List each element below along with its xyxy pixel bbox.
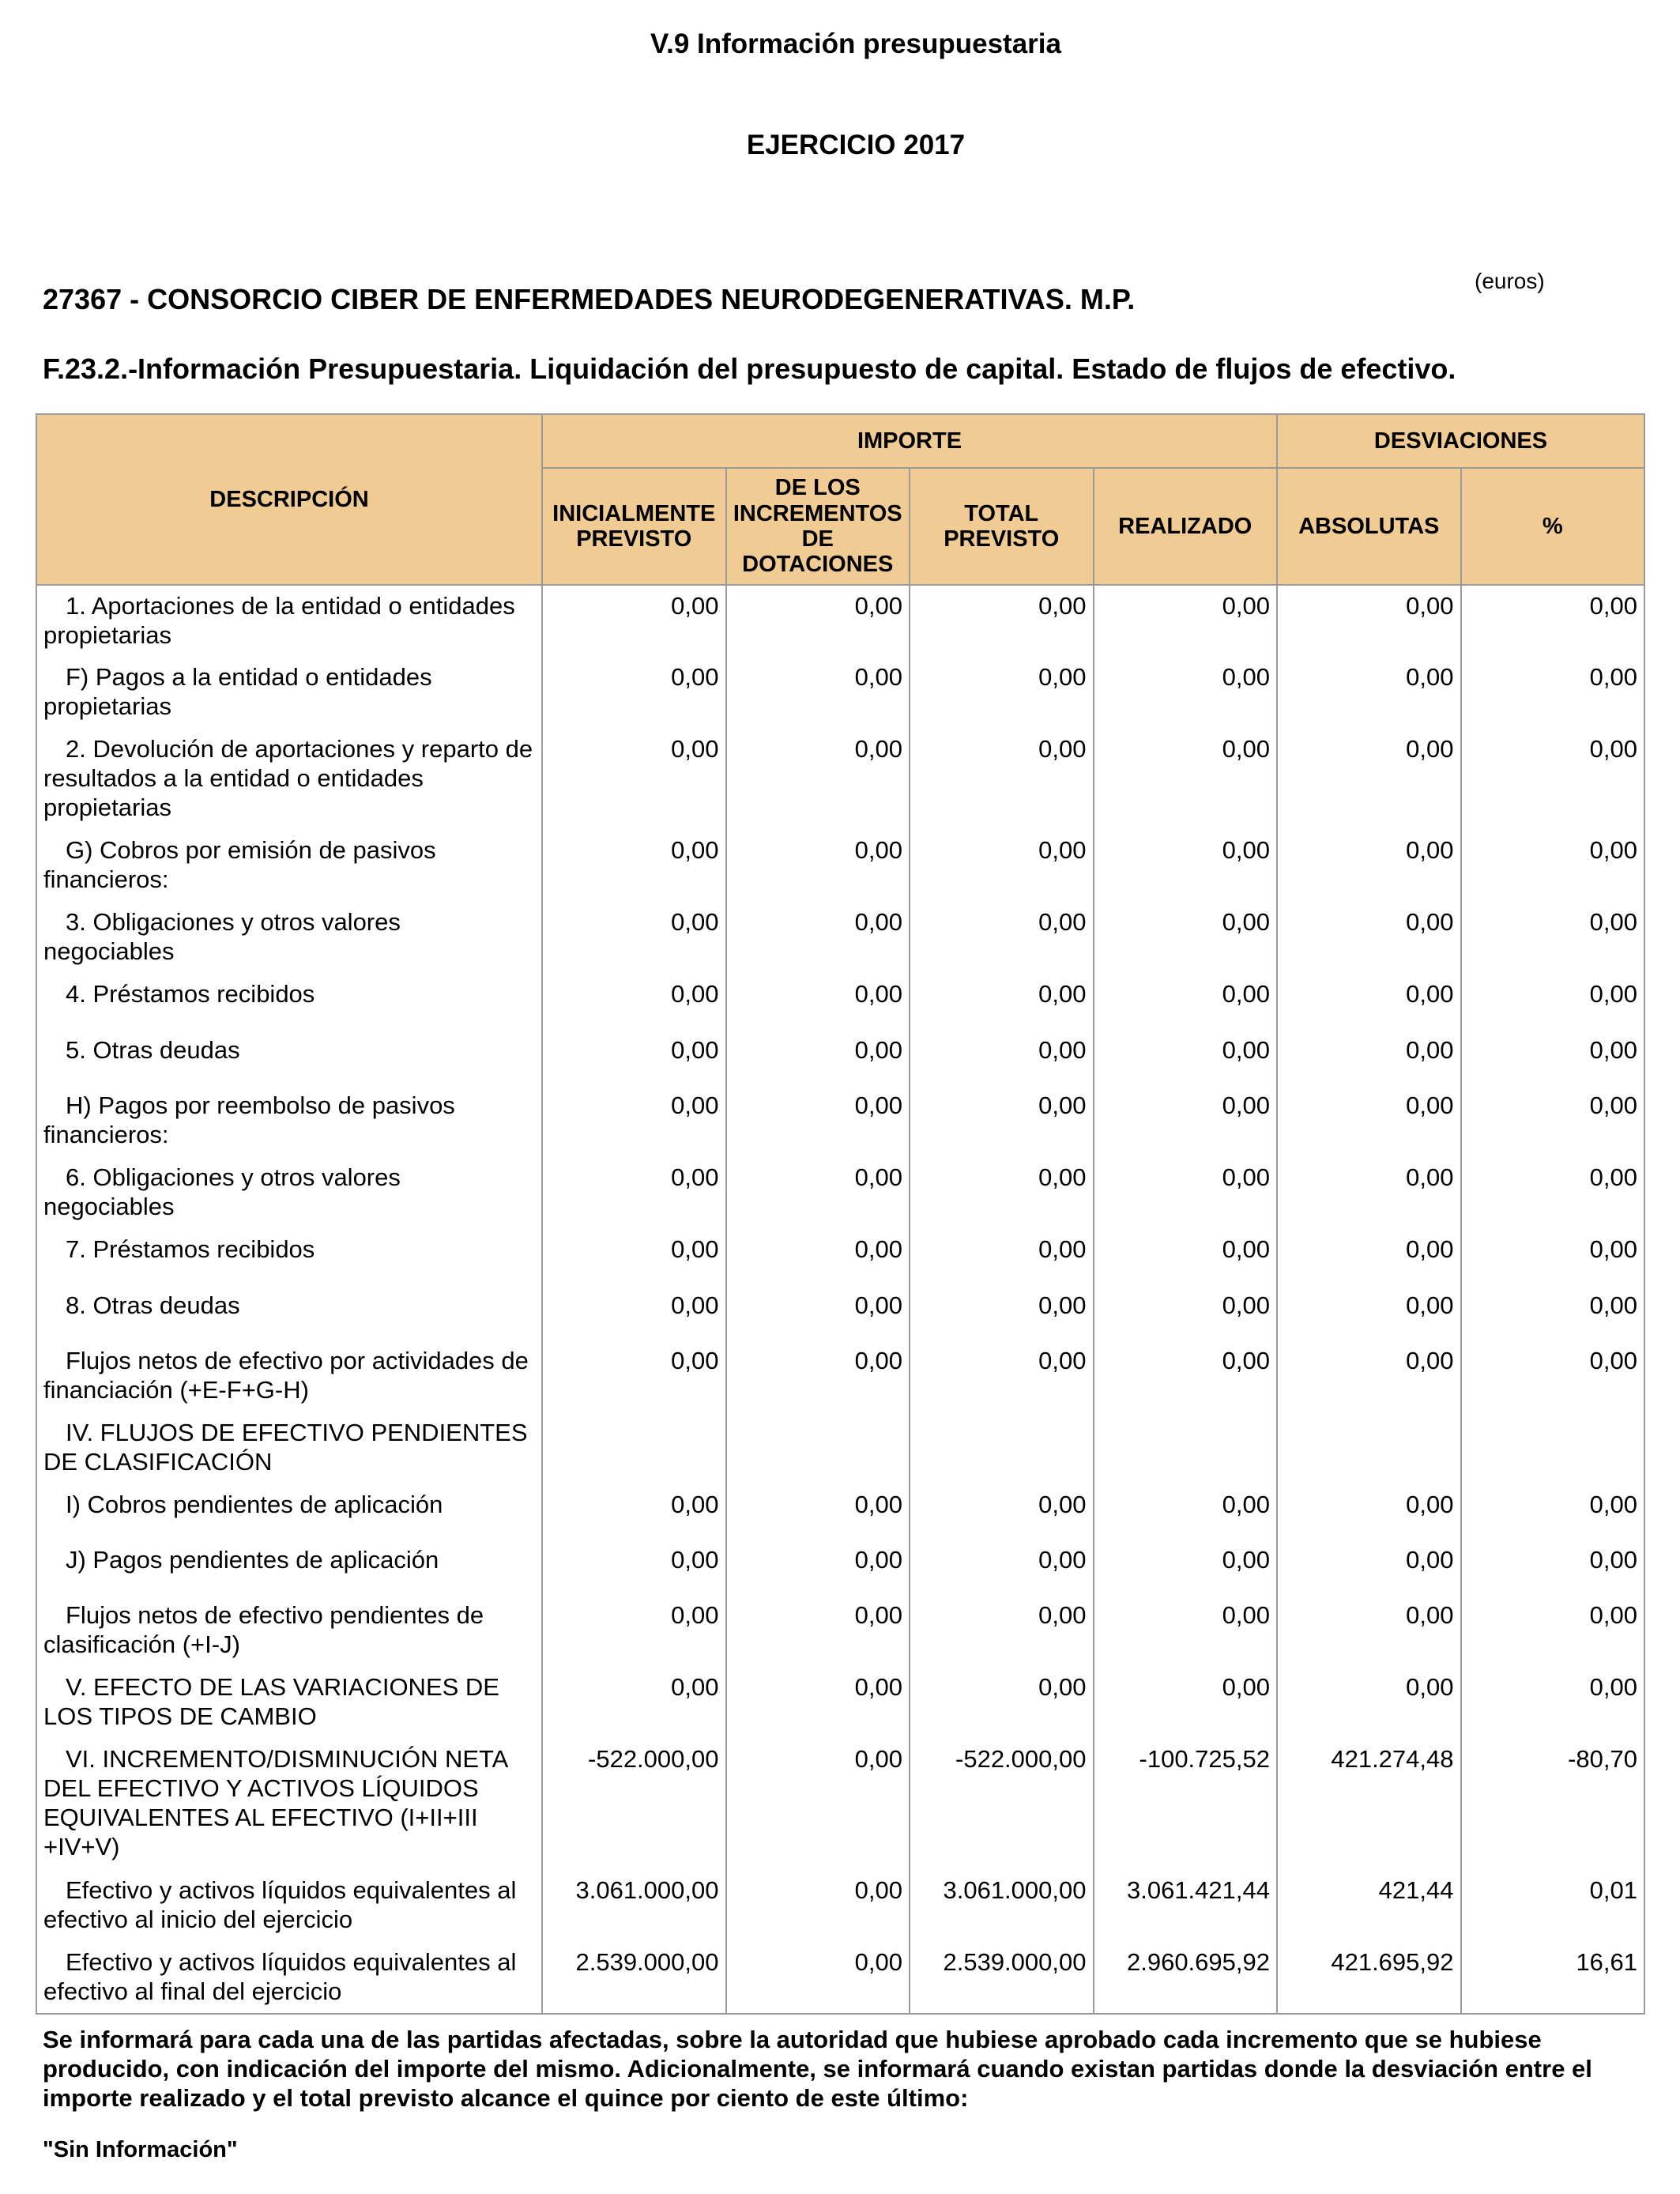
table-row [36, 902, 1644, 974]
cell-porcentaje: 0,00 [1461, 1085, 1645, 1157]
cell-absolutas: 0,00 [1277, 729, 1461, 830]
cell-absolutas: 0,00 [1277, 1157, 1461, 1229]
cell-total-previsto: 0,00 [910, 585, 1094, 657]
cell-porcentaje: 0,00 [1461, 1030, 1645, 1085]
cell-realizado: 0,00 [1094, 1667, 1278, 1739]
cell-total-previsto: 0,00 [910, 902, 1094, 974]
cell-incrementos: 0,00 [726, 1229, 910, 1285]
row-description: 8. Otras deudas [36, 1285, 542, 1340]
cell-total-previsto: 0,00 [910, 1667, 1094, 1739]
row-description: F) Pagos a la entidad o entidades propietarias [36, 657, 542, 729]
cell-inicialmente-previsto [542, 1412, 726, 1484]
cell-incrementos: 0,00 [726, 1285, 910, 1340]
header-importe: IMPORTE [542, 414, 1277, 468]
entity-name: 27367 - CONSORCIO CIBER DE ENFERMEDADES NEURODEGENERATIVAS. M.P. [43, 283, 1136, 315]
table-row [36, 657, 1644, 729]
cell-inicialmente-previsto: 0,00 [542, 1157, 726, 1229]
cell-realizado: 0,00 [1094, 1540, 1278, 1595]
cell-incrementos: 0,00 [726, 1157, 910, 1229]
cell-realizado: 0,00 [1094, 1229, 1278, 1285]
cell-inicialmente-previsto: 0,00 [542, 657, 726, 729]
cell-realizado: 0,00 [1094, 585, 1278, 657]
cell-absolutas: 0,00 [1277, 1667, 1461, 1739]
cell-total-previsto: 0,00 [910, 1157, 1094, 1229]
cell-porcentaje: 0,00 [1461, 1285, 1645, 1340]
cell-porcentaje: 16,61 [1461, 1942, 1645, 2014]
form-title: F.23.2.-Información Presupuestaria. Liquidación del presupuesto de capital. Estado de flujos de efectivo. [43, 352, 1456, 385]
cell-absolutas: 0,00 [1277, 1229, 1461, 1285]
header-inicialmente-previsto: INICIALMENTE PREVISTO [542, 468, 726, 585]
cell-total-previsto: 0,00 [910, 657, 1094, 729]
cell-inicialmente-previsto: 0,00 [542, 974, 726, 1030]
cell-absolutas: 0,00 [1277, 1595, 1461, 1667]
cell-inicialmente-previsto: 2.539.000,00 [542, 1942, 726, 2014]
cell-realizado: 0,00 [1094, 729, 1278, 830]
cell-total-previsto: 0,00 [910, 1085, 1094, 1157]
cell-absolutas: 0,00 [1277, 902, 1461, 974]
cell-total-previsto: -522.000,00 [910, 1739, 1094, 1870]
cell-incrementos: 0,00 [726, 1540, 910, 1595]
row-description: H) Pagos por reembolso de pasivos financieros: [36, 1085, 542, 1157]
cell-total-previsto: 0,00 [910, 1285, 1094, 1340]
cell-inicialmente-previsto: 0,00 [542, 585, 726, 657]
row-description: Efectivo y activos líquidos equivalentes al efectivo al final del ejercicio [36, 1942, 542, 2014]
row-description: I) Cobros pendientes de aplicación [36, 1484, 542, 1540]
table-row [36, 974, 1644, 1030]
exercise-year: EJERCICIO 2017 [746, 130, 966, 160]
cell-inicialmente-previsto: 0,00 [542, 902, 726, 974]
row-description: 6. Obligaciones y otros valores negociables [36, 1157, 542, 1229]
row-description: IV. FLUJOS DE EFECTIVO PENDIENTES DE CLASIFICACIÓN [36, 1412, 542, 1484]
cell-porcentaje: 0,00 [1461, 1340, 1645, 1412]
cell-incrementos [726, 1412, 910, 1484]
cell-incrementos: 0,00 [726, 729, 910, 830]
cell-total-previsto [910, 1412, 1094, 1484]
cell-absolutas: 0,00 [1277, 1085, 1461, 1157]
cell-absolutas: 421.695,92 [1277, 1942, 1461, 2014]
header-desviaciones: DESVIACIONES [1277, 414, 1644, 468]
cell-porcentaje: 0,00 [1461, 974, 1645, 1030]
cell-incrementos: 0,00 [726, 974, 910, 1030]
table-row [36, 1030, 1644, 1085]
cell-realizado: 0,00 [1094, 1085, 1278, 1157]
cell-total-previsto: 0,00 [910, 1340, 1094, 1412]
cell-realizado [1094, 1412, 1278, 1484]
cell-realizado: 0,00 [1094, 902, 1278, 974]
row-description: VI. INCREMENTO/DISMINUCIÓN NETA DEL EFECTIVO Y ACTIVOS LÍQUIDOS EQUIVALENTES AL EFECTIVO (I+II+III +IV+V) [36, 1739, 542, 1870]
cell-incrementos: 0,00 [726, 1739, 910, 1870]
cell-incrementos: 0,00 [726, 1030, 910, 1085]
cell-realizado: 0,00 [1094, 1157, 1278, 1229]
cell-total-previsto: 0,00 [910, 729, 1094, 830]
cell-total-previsto: 0,00 [910, 1030, 1094, 1085]
cell-porcentaje: 0,00 [1461, 585, 1645, 657]
table-row [36, 1229, 1644, 1285]
cell-realizado: 0,00 [1094, 657, 1278, 729]
cell-incrementos: 0,00 [726, 902, 910, 974]
header-incrementos: DE LOS INCREMENTOS DE DOTACIONES [726, 468, 910, 585]
row-description: Flujos netos de efectivo por actividades de financiación (+E-F+G-H) [36, 1340, 542, 1412]
cell-total-previsto: 0,00 [910, 1229, 1094, 1285]
cell-inicialmente-previsto: 0,00 [542, 830, 726, 902]
cell-porcentaje: 0,00 [1461, 1667, 1645, 1739]
row-description: J) Pagos pendientes de aplicación [36, 1540, 542, 1595]
table-body [36, 585, 1644, 2014]
cell-total-previsto: 2.539.000,00 [910, 1942, 1094, 2014]
cell-incrementos: 0,00 [726, 1870, 910, 1942]
cell-porcentaje: 0,00 [1461, 902, 1645, 974]
cell-realizado: 0,00 [1094, 1484, 1278, 1540]
row-description: 2. Devolución de aportaciones y reparto de resultados a la entidad o entidades propietarias [36, 729, 542, 830]
row-description: 1. Aportaciones de la entidad o entidades propietarias [36, 585, 542, 657]
table-row [36, 830, 1644, 902]
row-description: 5. Otras deudas [36, 1030, 542, 1085]
cell-porcentaje [1461, 1412, 1645, 1484]
table-row [36, 1340, 1644, 1412]
cell-absolutas [1277, 1412, 1461, 1484]
cell-inicialmente-previsto: 0,00 [542, 1484, 726, 1540]
footer-note: Se informará para cada una de las partidas afectadas, sobre la autoridad que hubiese aprobado cada incremento que se hubiese producido, con indicación del importe del mismo. Adicionalmente, se informará cuando existan partidas donde la desviación entre el importe realizado y el total previsto alcance el quince por ciento de este último: [43, 2026, 1592, 2112]
cell-absolutas: 0,00 [1277, 657, 1461, 729]
cell-realizado: 0,00 [1094, 1595, 1278, 1667]
table-row [36, 1285, 1644, 1340]
cell-incrementos: 0,00 [726, 657, 910, 729]
cell-porcentaje: 0,00 [1461, 1229, 1645, 1285]
cell-realizado: -100.725,52 [1094, 1739, 1278, 1870]
cell-inicialmente-previsto: 0,00 [542, 1229, 726, 1285]
cell-incrementos: 0,00 [726, 585, 910, 657]
row-description: 7. Préstamos recibidos [36, 1229, 542, 1285]
row-description: G) Cobros por emisión de pasivos financieros: [36, 830, 542, 902]
cell-porcentaje: 0,00 [1461, 1595, 1645, 1667]
cell-incrementos: 0,00 [726, 830, 910, 902]
cell-total-previsto: 0,00 [910, 830, 1094, 902]
cell-porcentaje: 0,00 [1461, 729, 1645, 830]
cell-inicialmente-previsto: 0,00 [542, 1667, 726, 1739]
table-row [36, 585, 1644, 657]
cell-inicialmente-previsto: 0,00 [542, 1340, 726, 1412]
cell-inicialmente-previsto: 0,00 [542, 1030, 726, 1085]
cell-inicialmente-previsto: 0,00 [542, 1595, 726, 1667]
cell-porcentaje: 0,00 [1461, 1157, 1645, 1229]
cell-absolutas: 0,00 [1277, 830, 1461, 902]
cell-incrementos: 0,00 [726, 1085, 910, 1157]
cell-realizado: 0,00 [1094, 1030, 1278, 1085]
cell-realizado: 2.960.695,92 [1094, 1942, 1278, 2014]
cell-porcentaje: 0,00 [1461, 657, 1645, 729]
sin-informacion: "Sin Información" [43, 2137, 238, 2162]
table-row [36, 1085, 1644, 1157]
cell-inicialmente-previsto: 0,00 [542, 1285, 726, 1340]
row-description: V. EFECTO DE LAS VARIACIONES DE LOS TIPOS DE CAMBIO [36, 1667, 542, 1739]
cell-absolutas: 0,00 [1277, 974, 1461, 1030]
row-description: Flujos netos de efectivo pendientes de clasificación (+I-J) [36, 1595, 542, 1667]
cell-incrementos: 0,00 [726, 1942, 910, 2014]
table-row [36, 729, 1644, 830]
cell-absolutas: 0,00 [1277, 1285, 1461, 1340]
row-description: 4. Préstamos recibidos [36, 974, 542, 1030]
cell-absolutas: 0,00 [1277, 1484, 1461, 1540]
cell-total-previsto: 0,00 [910, 1595, 1094, 1667]
header-porcentaje: % [1461, 468, 1645, 585]
cell-realizado: 0,00 [1094, 1340, 1278, 1412]
cell-inicialmente-previsto: 3.061.000,00 [542, 1870, 726, 1942]
cell-incrementos: 0,00 [726, 1667, 910, 1739]
page-title: V.9 Información presupuestaria [650, 28, 1061, 59]
header-total-previsto: TOTAL PREVISTO [910, 468, 1094, 585]
cell-porcentaje: 0,00 [1461, 1540, 1645, 1595]
cell-inicialmente-previsto: 0,00 [542, 729, 726, 830]
cell-porcentaje: -80,70 [1461, 1739, 1645, 1870]
cell-absolutas: 0,00 [1277, 1030, 1461, 1085]
cell-absolutas: 0,00 [1277, 1340, 1461, 1412]
cell-porcentaje: 0,00 [1461, 1484, 1645, 1540]
cell-porcentaje: 0,01 [1461, 1870, 1645, 1942]
table-row [36, 1595, 1644, 1667]
table-row [36, 1540, 1644, 1595]
row-description: 3. Obligaciones y otros valores negociables [36, 902, 542, 974]
cell-inicialmente-previsto: 0,00 [542, 1085, 726, 1157]
header-absolutas: ABSOLUTAS [1277, 468, 1461, 585]
table-row [36, 1484, 1644, 1540]
table-row [36, 1412, 1644, 1484]
cell-absolutas: 421.274,48 [1277, 1739, 1461, 1870]
cell-absolutas: 0,00 [1277, 1540, 1461, 1595]
table-row [36, 1942, 1644, 2014]
cell-incrementos: 0,00 [726, 1484, 910, 1540]
cell-absolutas: 421,44 [1277, 1870, 1461, 1942]
cell-inicialmente-previsto: -522.000,00 [542, 1739, 726, 1870]
budget-table [36, 413, 1645, 2015]
cell-realizado: 0,00 [1094, 974, 1278, 1030]
units-label: (euros) [1475, 269, 1545, 293]
cell-realizado: 0,00 [1094, 1285, 1278, 1340]
cell-incrementos: 0,00 [726, 1595, 910, 1667]
header-description: DESCRIPCIÓN [36, 414, 542, 585]
cell-realizado: 3.061.421,44 [1094, 1870, 1278, 1942]
table-row [36, 1870, 1644, 1942]
cell-total-previsto: 0,00 [910, 1540, 1094, 1595]
cell-porcentaje: 0,00 [1461, 830, 1645, 902]
row-description: Efectivo y activos líquidos equivalentes al efectivo al inicio del ejercicio [36, 1870, 542, 1942]
cell-total-previsto: 0,00 [910, 1484, 1094, 1540]
table-row [36, 1157, 1644, 1229]
cell-total-previsto: 0,00 [910, 974, 1094, 1030]
cell-absolutas: 0,00 [1277, 585, 1461, 657]
cell-incrementos: 0,00 [726, 1340, 910, 1412]
cell-inicialmente-previsto: 0,00 [542, 1540, 726, 1595]
table-row [36, 1739, 1644, 1870]
table-row [36, 1667, 1644, 1739]
header-realizado: REALIZADO [1094, 468, 1278, 585]
cell-total-previsto: 3.061.000,00 [910, 1870, 1094, 1942]
cell-realizado: 0,00 [1094, 830, 1278, 902]
